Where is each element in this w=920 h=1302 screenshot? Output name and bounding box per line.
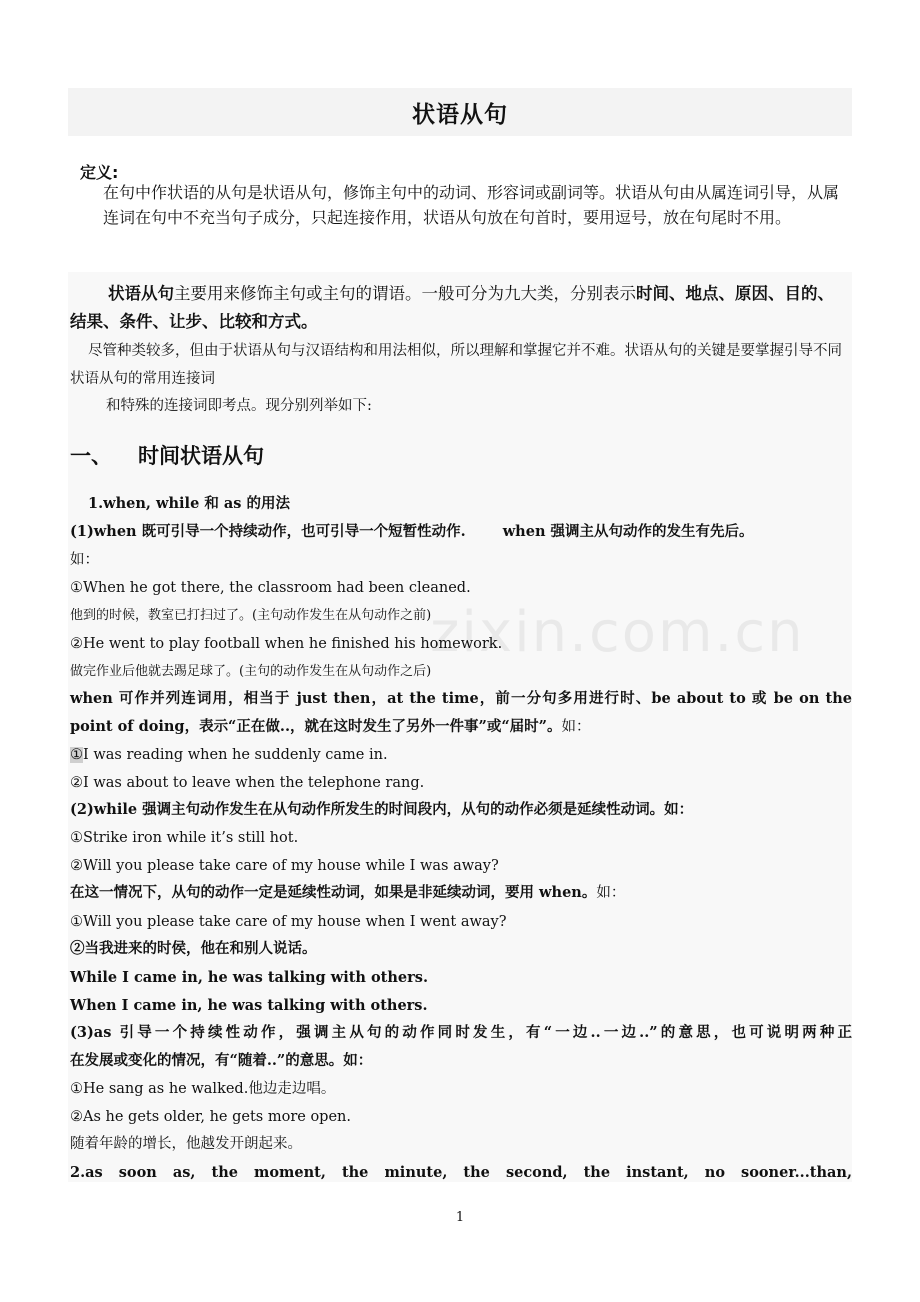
intro-paragraph-2: 尽管种类较多，但由于状语从句与汉语结构和用法相似，所以理解和掌握它并不难。状语从句的关键是要掌握引导不同状语从句的常用连接词 [70,343,842,387]
page-title: 状语从句 [412,101,508,128]
example-1-cn: 他到的时候，教室已打扫过了。(主句动作发生在从句动作之前) [70,608,432,623]
intro-paragraph-3: 和特殊的连接词即考点。现分别列举如下: [106,398,372,414]
page-number: 1 [455,1210,465,1225]
example-2: ②He went to play football when he finished his homework. [70,636,503,652]
intro-paragraph-1 [70,280,850,336]
example-8: ②当我进来的时侯，他在和别人说话。 [70,940,317,957]
example-10: When I came in, he was talking with others. [70,997,428,1014]
when-conj-line-1: when 可作并列连词用，相当于 just then，at the time，前一分句多用进行时、be about to 或 be on the [70,690,852,707]
section-heading [70,440,264,470]
when-conj-line-2a: point of doing，表示“正在做..，就在这时发生了另外一件事”或“届时”。 [70,718,562,735]
when-conj-line-2b: 如： [561,719,591,735]
example-6: ②Will you please take care of my house while I was away? [70,858,499,874]
subheading-1: 1.when, while 和 as 的用法 [88,495,290,512]
section-number: 一、 [70,444,112,468]
example-9: While I came in, he was talking with others. [70,969,428,986]
title-band [68,88,852,136]
when-rule-1b: when 强调主从句动作的发生有先后。 [502,523,754,540]
when-rule-1 [70,522,852,542]
section-title: 时间状语从句 [138,444,264,468]
example-11: ①He sang as he walked.他边走边唱。 [70,1081,336,1097]
intro-bold-1: 状语从句 [108,284,174,303]
example-3 [70,745,852,765]
highlight-mark: ① [70,747,83,763]
example-12-cn: 随着年龄的增长，他越发开朗起来。 [70,1136,302,1152]
when-rule-1a: (1)when 既可引导一个持续动作，也可引导一个短暂性动作. [70,523,466,540]
while-note [70,883,852,903]
while-rule: (2)while 强调主句动作发生在从句动作所发生的时间段内，从句的动作必须是延续性动词。如： [70,801,694,818]
when-conj-line-2 [70,717,852,737]
example-5: ①Strike iron while it’s still hot. [70,830,299,846]
intro-bold-2: 时间、地点、原因、目的、结果、条件、让步、比较和方式。 [70,284,834,331]
example-2-cn: 做完作业后他就去踢足球了。(主句的动作发生在从句动作之后) [70,664,432,679]
as-rule-line-1: (3)as 引导一个持续性动作，强调主从句的动作同时发生，有“一边..一边..”的意思，也可说明两种正 [70,1024,852,1041]
as-rule-line-2: 在发展或变化的情况，有“随着..”的意思。如： [70,1052,373,1069]
subheading-2: 2.as soon as, the moment, the minute, the second, the instant, no sooner...than, [70,1164,852,1181]
example-3-text: I was reading when he suddenly came in. [83,747,388,763]
example-7: ①Will you please take care of my house when I went away? [70,914,507,930]
example-4: ②I was about to leave when the telephone rang. [70,775,425,791]
while-note-a: 在这一情况下，从句的动作一定是延续性动词，如果是非延续动词，要用 when。 [70,884,597,901]
when-rule-1c: 如： [70,552,99,568]
while-note-b: 如： [596,885,626,901]
definition-label: 定义: [80,163,119,182]
intro-text-1: 主要用来修饰主句或主句的谓语。一般可分为九大类，分别表示 [174,284,636,303]
example-12: ②As he gets older, he gets more open. [70,1109,351,1125]
example-1: ①When he got there, the classroom had been cleaned. [70,580,471,596]
definition-text: 在句中作状语的从句是状语从句，修饰主句中的动词、形容词或副词等。状语从句由从属连词引导，从属连词在句中不充当句子成分，只起连接作用，状语从句放在句首时，要用逗号，放在句尾时不用。 [103,183,840,227]
